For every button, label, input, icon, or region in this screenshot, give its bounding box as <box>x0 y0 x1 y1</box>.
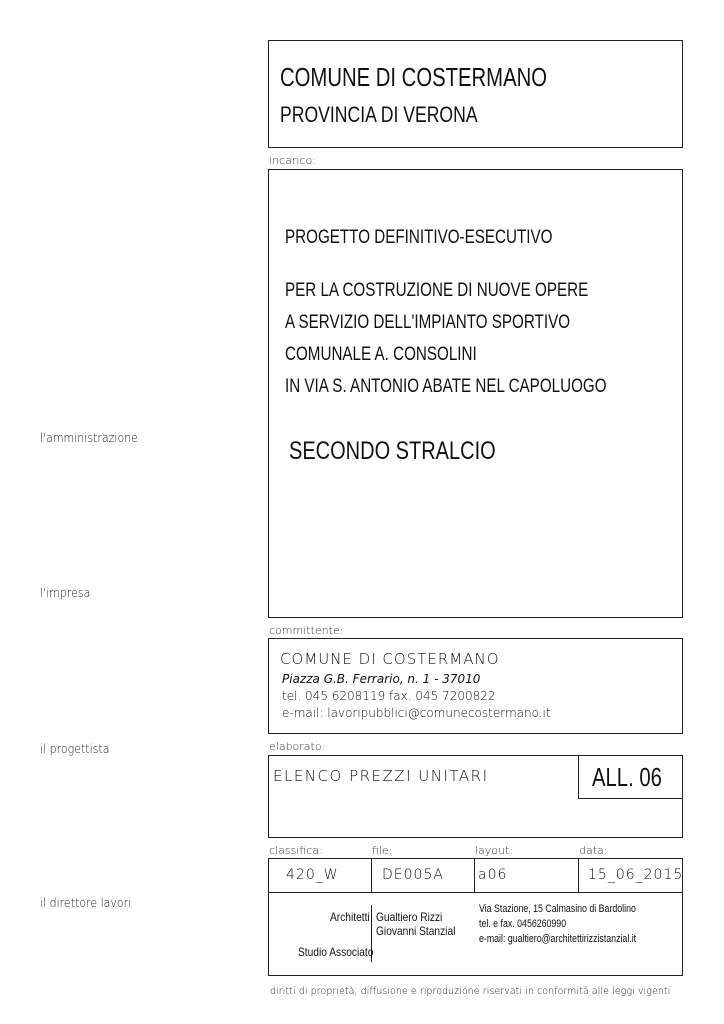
studio-email: e-mail: gualtiero@architettirizzistanzial.it <box>479 933 637 945</box>
rights-notice: diritti di proprietà, diffusione e riproduzione riservati in conformità alle leggi vigenti <box>270 986 671 997</box>
architect-2: Giovanni Stanzial <box>376 924 456 938</box>
file-value: DE005A <box>382 867 444 883</box>
province-title: PROVINCIA DI VERONA <box>280 102 478 127</box>
impresa-label: l'impresa <box>40 585 91 600</box>
municipality-title: COMUNE DI COSTERMANO <box>280 62 548 92</box>
committente-address: Piazza G.B. Ferrario, n. 1 - 37010 <box>282 672 481 686</box>
project-description-line-4: IN VIA S. ANTONIO ABATE NEL CAPOLUOGO <box>285 376 607 397</box>
elaborato-code: ALL. 06 <box>592 762 662 792</box>
header-box <box>268 40 683 148</box>
file-label: file: <box>372 844 393 857</box>
committente-phones: tel. 045 6208119 fax. 045 7200822 <box>282 689 496 703</box>
layout-label: layout: <box>475 844 514 857</box>
studio-phone: tel. e fax. 0456260990 <box>479 918 567 930</box>
studio-associato: Studio Associato <box>298 945 374 959</box>
elaborato-label: elaborato: <box>269 740 326 753</box>
committente-name: COMUNE DI COSTERMANO <box>280 650 500 668</box>
classifica-label: classifica: <box>269 844 323 857</box>
architetti-label: Architetti <box>330 910 370 924</box>
project-description-line-2: A SERVIZIO DELL'IMPIANTO SPORTIVO <box>285 312 571 333</box>
elaborato-title: ELENCO PREZZI UNITARI <box>273 767 489 785</box>
data-value: 15_06_2015 <box>588 867 684 883</box>
amministrazione-label: l'amministrazione <box>40 430 138 445</box>
studio-address: Via Stazione, 15 Calmasino di Bardolino <box>479 903 636 915</box>
stralcio-title: SECONDO STRALCIO <box>289 437 496 465</box>
committente-email: e-mail: lavoripubblici@comunecostermano.it <box>282 706 551 720</box>
elaborato-code-underline <box>578 798 683 799</box>
project-description-line-3: COMUNALE A. CONSOLINI <box>285 344 477 365</box>
incarico-label: incarico: <box>269 154 316 167</box>
architect-1: Gualtiero Rizzi <box>376 910 443 924</box>
classifica-value: 420_W <box>286 867 339 883</box>
layout-value: a06 <box>478 867 508 883</box>
progettista-label: il progettista <box>40 741 110 756</box>
direttore-label: il direttore lavori <box>40 895 132 910</box>
data-label: data: <box>579 844 608 857</box>
elaborato-divider <box>578 755 579 799</box>
project-type: PROGETTO DEFINITIVO-ESECUTIVO <box>285 227 553 248</box>
project-description-line-1: PER LA COSTRUZIONE DI NUOVE OPERE <box>285 280 589 301</box>
committente-label: committente: <box>269 624 344 637</box>
